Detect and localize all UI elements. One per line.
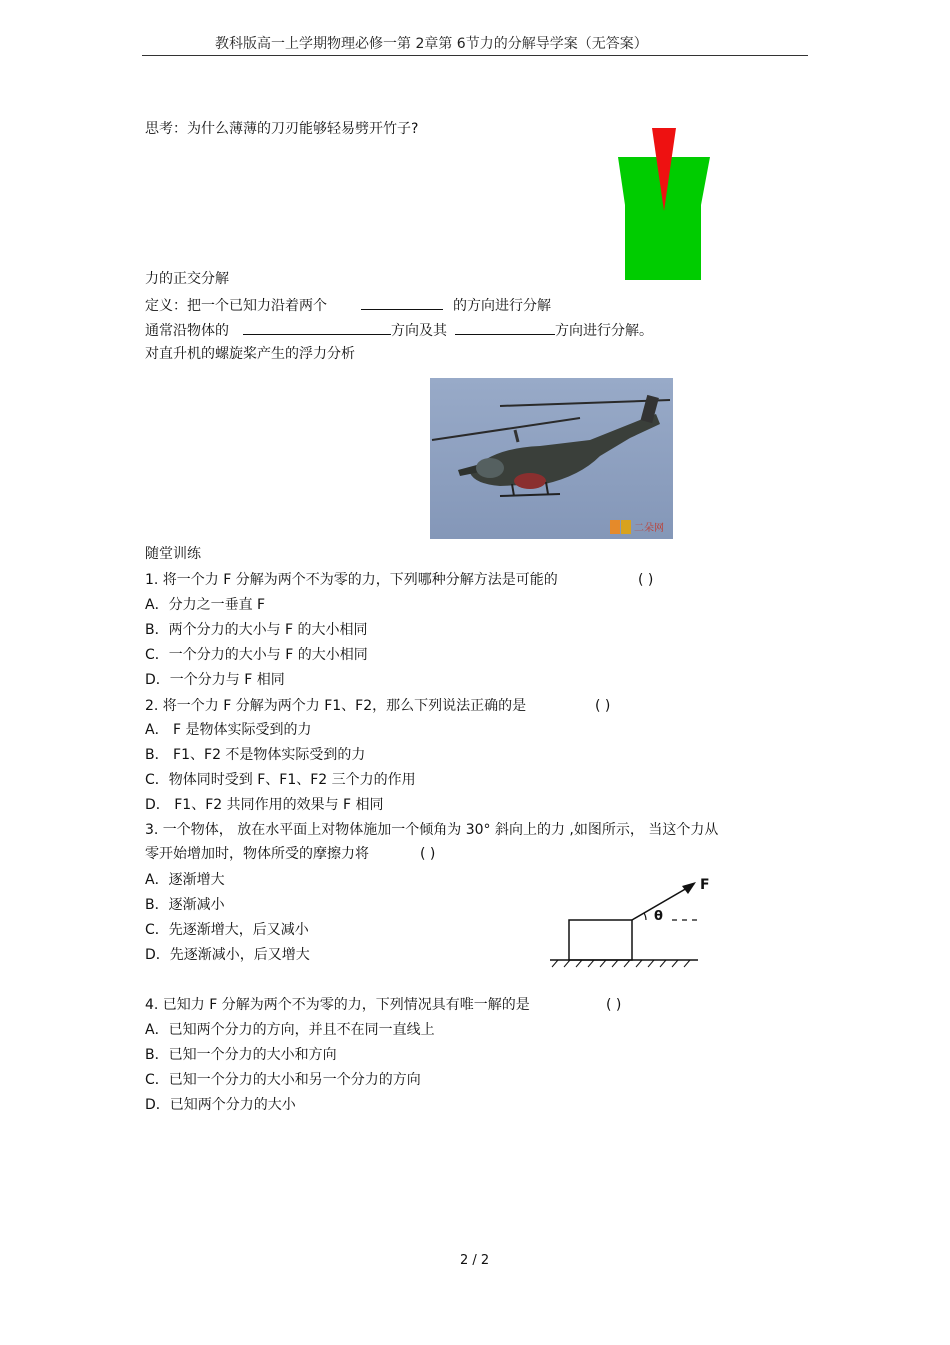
header-rule: [142, 55, 808, 56]
angle-label: θ: [654, 909, 663, 924]
page-number: 2 / 2: [460, 1253, 490, 1268]
definition-blank: [361, 295, 443, 310]
usual-line: [145, 320, 653, 340]
bamboo-blade-figure: [615, 125, 715, 283]
q2-option-a: A． F 是物体实际受到的力: [145, 722, 312, 738]
q3-stem-line1: 3. 一个物体， 放在水平面上对物体施加一个倾角为 30° 斜向上的力 ,如图所示， 当这个力从: [145, 822, 719, 838]
usual-blank-2: [455, 320, 555, 335]
q1-option-a: A．分力之一垂直 F: [145, 597, 266, 613]
force-arrowhead: [682, 882, 696, 894]
q1-option-c: C．一个分力的大小与 F 的大小相同: [145, 647, 368, 663]
definition-line: [145, 295, 551, 315]
definition-suffix: 的方向进行分解: [453, 298, 551, 314]
q4-answer-paren: ( ): [606, 997, 622, 1013]
q2-option-d: D． F1、F2 共同作用的效果与 F 相同: [145, 797, 384, 813]
usual-mid: 方向及其: [391, 323, 447, 339]
q1-option-d: D．一个分力与 F 相同: [145, 672, 285, 688]
q2-stem: 2. 将一个力 F 分解为两个力 F1、F2，那么下列说法正确的是: [145, 698, 527, 714]
q3-option-a: A．逐渐增大: [145, 872, 225, 888]
ground-hatching: [552, 960, 690, 967]
force-label: F: [700, 877, 710, 893]
definition-prefix: 定义：把一个已知力沿着两个: [145, 298, 327, 314]
q3-force-diagram: [548, 870, 718, 970]
q4-stem: 4. 已知力 F 分解为两个不为零的力，下列情况具有唯一解的是: [145, 997, 530, 1013]
page-header: 教科版高一上学期物理必修一第 2章第 6节力的分解导学案（无答案）: [215, 36, 648, 52]
q2-answer-paren: ( ): [595, 698, 611, 714]
helicopter-analysis-line: 对直升机的螺旋桨产生的浮力分析: [145, 346, 355, 362]
q1-answer-paren: ( ): [638, 572, 654, 588]
q4-option-d: D．已知两个分力的大小: [145, 1097, 296, 1113]
block: [569, 920, 632, 960]
q2-option-b: B． F1、F2 不是物体实际受到的力: [145, 747, 366, 763]
helicopter-photo: [430, 378, 673, 539]
q3-option-c: C．先逐渐增大，后又减小: [145, 922, 309, 938]
q3-option-b: B．逐渐减小: [145, 897, 225, 913]
usual-blank-1: [243, 320, 391, 335]
q4-option-c: C．已知一个分力的大小和另一个分力的方向: [145, 1072, 421, 1088]
q2-option-c: C．物体同时受到 F、F1、F2 三个力的作用: [145, 772, 416, 788]
q4-option-a: A．已知两个分力的方向，并且不在同一直线上: [145, 1022, 435, 1038]
q1-stem: 1. 将一个力 F 分解为两个不为零的力，下列哪种分解方法是可能的: [145, 572, 558, 588]
usual-suffix: 方向进行分解。: [555, 323, 653, 339]
q3-option-d: D．先逐渐减小，后又增大: [145, 947, 310, 963]
think-question: 思考：为什么薄薄的刀刃能够轻易劈开竹子?: [145, 121, 419, 137]
watermark-text: 二朵网: [634, 523, 664, 534]
q4-option-b: B．已知一个分力的大小和方向: [145, 1047, 337, 1063]
q3-answer-paren: ( ): [420, 846, 436, 862]
usual-prefix: 通常沿物体的: [145, 323, 229, 339]
orthogonal-heading: 力的正交分解: [145, 271, 229, 287]
q3-stem-line2: 零开始增加时，物体所受的摩擦力将: [145, 846, 369, 862]
angle-arc: [644, 913, 646, 920]
q1-option-b: B．两个分力的大小与 F 的大小相同: [145, 622, 368, 638]
practice-heading: 随堂训练: [145, 546, 201, 562]
